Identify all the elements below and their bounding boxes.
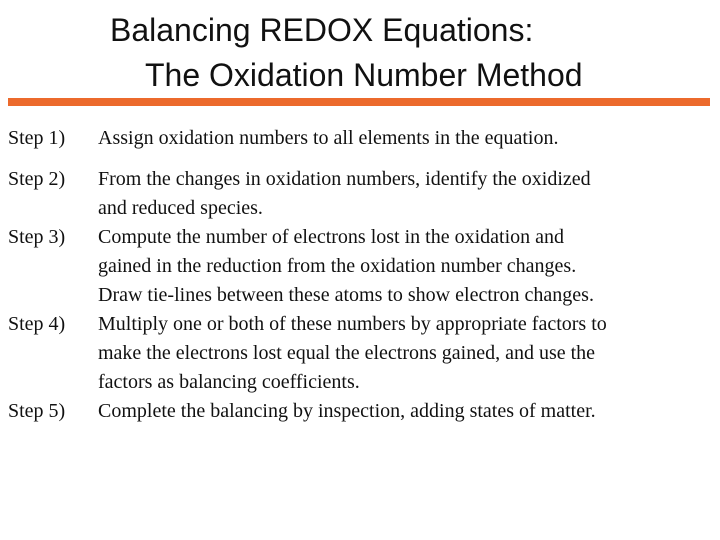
step-text [98, 124, 710, 153]
step-text-line: Compute the number of electrons lost in the oxidation and [98, 226, 565, 248]
step-item [8, 397, 718, 426]
step-text-line: Complete the balancing by inspection, adding states of matter. [98, 400, 596, 422]
step-text-line: Draw tie-lines between these atoms to show electron changes. [98, 284, 594, 306]
step-text [98, 397, 710, 426]
step-item [8, 124, 718, 153]
step-text [98, 223, 710, 310]
step-text-line: make the electrons lost equal the electrons gained, and use the [98, 342, 596, 364]
step-item [8, 310, 718, 397]
step-text [98, 165, 710, 223]
step-text-line: From the changes in oxidation numbers, identify the oxidized [98, 168, 591, 190]
step-label: Step 2) [8, 168, 66, 190]
title-divider [8, 98, 710, 106]
steps-list [8, 124, 718, 426]
step-text-line: Assign oxidation numbers to all elements in the equation. [98, 127, 559, 149]
step-item [8, 223, 718, 310]
step-label: Step 1) [8, 127, 66, 149]
slide-title [0, 10, 720, 94]
step-text-line: and reduced species. [98, 197, 263, 219]
step-text-line: factors as balancing coefficients. [98, 371, 360, 393]
step-label: Step 3) [8, 226, 66, 248]
step-text-line: gained in the reduction from the oxidation number changes. [98, 255, 577, 277]
step-label: Step 4) [8, 313, 66, 335]
title-line-1: Balancing REDOX Equations: [110, 12, 534, 48]
step-text-line: Multiply one or both of these numbers by appropriate factors to [98, 313, 607, 335]
step-text [98, 310, 710, 397]
step-label: Step 5) [8, 400, 66, 422]
title-line-2: The Oxidation Number Method [145, 57, 583, 93]
step-item [8, 165, 718, 223]
